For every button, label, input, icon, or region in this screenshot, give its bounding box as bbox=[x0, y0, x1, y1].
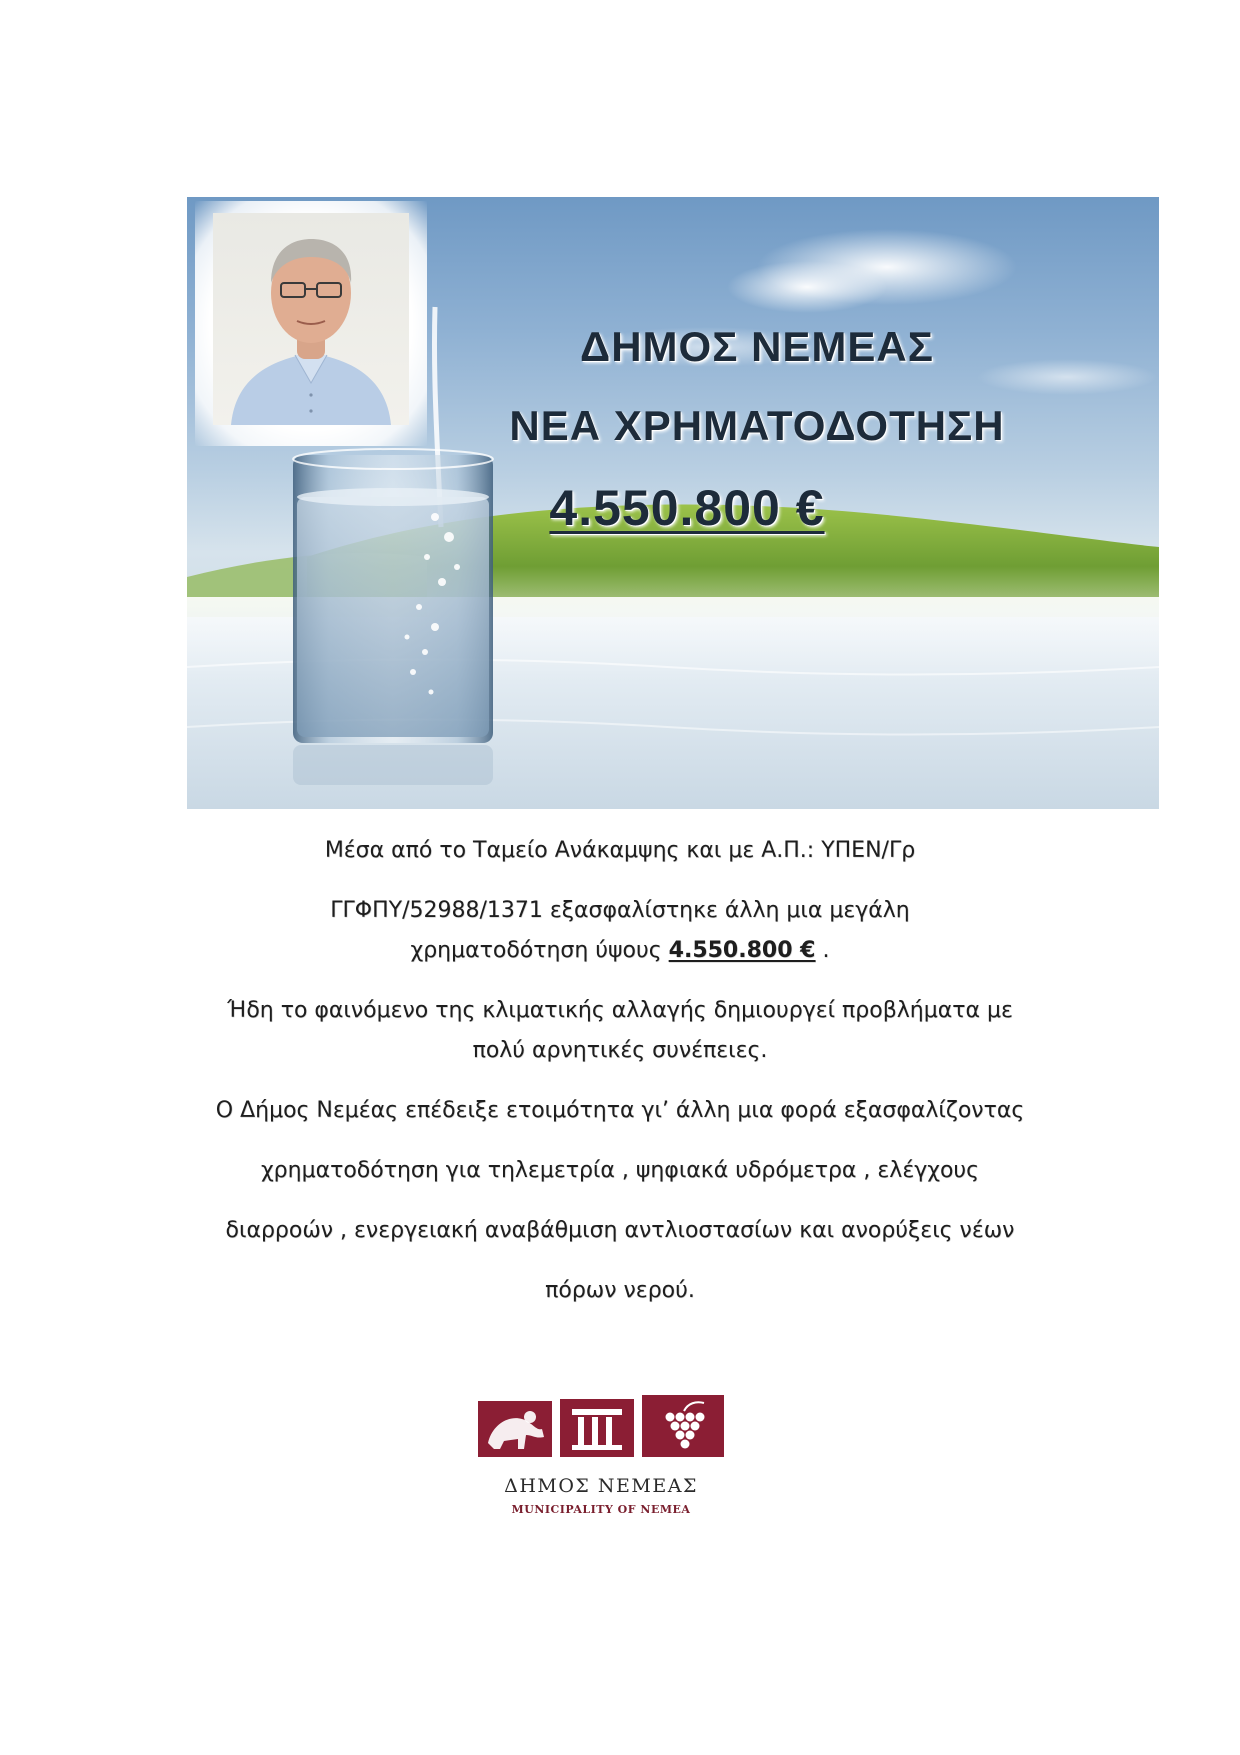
funding-text: χρηματοδότηση ύψους bbox=[410, 938, 662, 963]
person-illustration bbox=[213, 213, 409, 425]
paragraph-protocol: ΓΓΦΠΥ/52988/1371 εξασφαλίστηκε άλλη μια μεγάλη bbox=[330, 898, 910, 923]
logo-emblem bbox=[478, 1395, 724, 1457]
paragraph-projects-end: πόρων νερού. bbox=[545, 1278, 695, 1303]
paragraph-intro: Μέσα από το Ταμείο Ανάκαμψης και με Α.Π.: ΥΠΕΝ/Γρ bbox=[324, 838, 916, 863]
funding-end: . bbox=[822, 938, 830, 963]
portrait-frame bbox=[195, 201, 427, 446]
logo-subtitle: MUNICIPALITY OF NEMEA bbox=[511, 1503, 691, 1516]
banner-amount: 4.550.800 € bbox=[549, 480, 825, 536]
hero-banner bbox=[187, 197, 1159, 809]
paragraph-readiness: Ο Δήμος Νεμέας επέδειξε ετοιμότητα γι’ άλλη μια φορά εξασφαλίζοντας bbox=[215, 1098, 1025, 1123]
paragraph-projects: χρηματοδότηση για τηλεμετρία , ψηφιακά υδρόμετρα , ελέγχους bbox=[260, 1158, 980, 1183]
mayor-portrait bbox=[213, 213, 409, 425]
banner-title: ΔΗΜΟΣ ΝΕΜΕΑΣ bbox=[580, 323, 934, 370]
paragraph-funding bbox=[180, 938, 1060, 963]
paragraph-projects-cont: διαρροών , ενεργειακή αναβάθμιση αντλιοστασίων και ανορύξεις νέων bbox=[225, 1218, 1015, 1243]
logo-name: ΔΗΜΟΣ ΝΕΜΕΑΣ bbox=[504, 1475, 698, 1497]
banner-subtitle: ΝΕΑ ΧΡΗΜΑΤΟΔΟΤΗΣΗ bbox=[509, 402, 1005, 449]
paragraph-climate-cont: πολύ αρνητικές συνέπειες. bbox=[472, 1038, 768, 1063]
paragraph-climate: Ήδη το φαινόμενο της κλιματικής αλλαγής δημιουργεί προβλήματα με bbox=[227, 998, 1013, 1023]
municipality-logo bbox=[478, 1395, 724, 1515]
funding-amount: 4.550.800 € bbox=[668, 938, 816, 963]
